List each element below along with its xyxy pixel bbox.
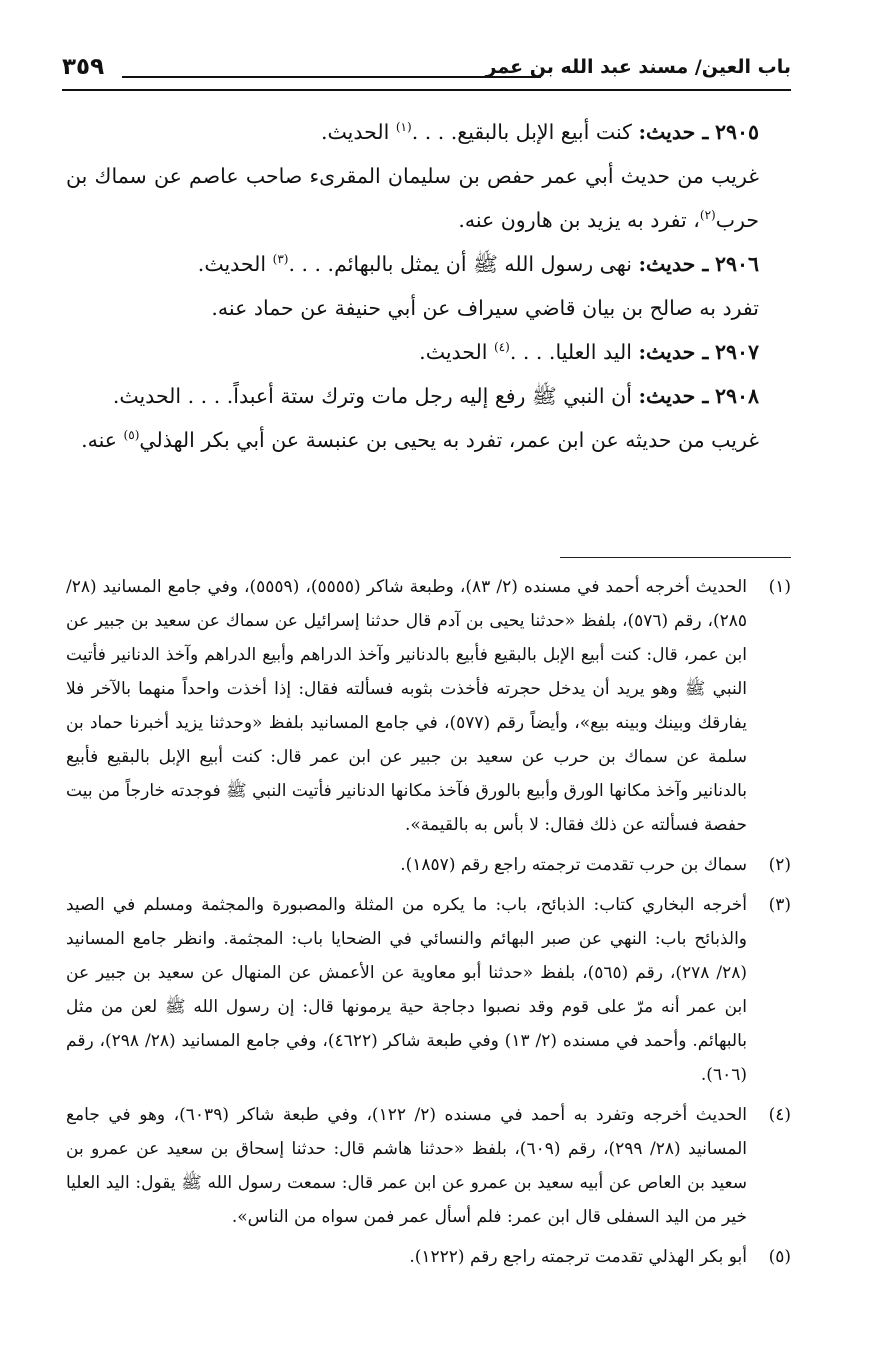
footnote-text: الحديث أخرجه أحمد في مسنده (٢/ ٨٣)، وطبعة شاكر (٥٥٥٥)، (٥٥٥٩)، وفي جامع المسانيد (٢٨/ ٢٨٥)، رقم (٥٧٦)، بلفظ «حدثنا يحيى بن آدم قال حدثنا إسرائيل عن سماك عن سعيد بن جبير عن ابن عمر، قال: كنت أبيع الإبل بالبقيع فأبيع بالدنانير وآخذ الدراهم وأبيع الدراهم وآخذ الدنانير فأتيت النبي ﷺ وهو يريد أن يدخل حجرته فأخذت بثوبه فسألته فقال: إذا أخذت واحداً منهما بالآخر فلا يفارقك وبينك وبينه بيع»، وأيضاً رقم (٥٧٧)، في جامع المسانيد بلفظ «وحدثنا يزيد أخبرنا حماد بن سلمة عن سماك بن حرب عن سعيد بن جبير عن ابن عمر قال: كنت أبيع الإبل بالبقيع فأبيع بالدنانير وآخذ مكانها الورق وأبيع بالورق فآخذ مكانها الدنانير فأتيت النبي ﷺ فوجدته خارجاً من بيت حفصة فسألته عن ذلك فقال: لا بأس به بالقيمة». — [66, 577, 748, 835]
running-header — [62, 54, 791, 86]
hadith-tail: الحديث. — [197, 252, 267, 276]
footnote-ref: (٥) — [123, 428, 140, 443]
hadith-number: ٢٩٠٧ — [714, 340, 759, 364]
hadith-number: ٢٩٠٥ — [714, 120, 759, 144]
hadith-2906 — [66, 242, 791, 286]
commentary-text: غريب من حديثه عن ابن عمر، تفرد به يحيى بن عنبسة عن أبي بكر الهذلي — [139, 428, 759, 452]
hadith-tail: الحديث. — [321, 120, 390, 144]
footnote-ref: (٤) — [494, 340, 510, 355]
footnote-2 — [66, 848, 791, 882]
footnote-ref: (١) — [395, 120, 412, 135]
commentary-text: ، تفرد به يزيد بن هارون عنه. — [458, 208, 700, 232]
footnote-number: (١) — [768, 577, 791, 597]
hadith-label: ـ حديث: — [638, 120, 709, 144]
hadith-label: ـ حديث: — [638, 252, 709, 276]
footnote-number: (٤) — [768, 1105, 791, 1125]
hadith-number: ٢٩٠٨ — [714, 384, 759, 408]
footnote-3 — [66, 888, 791, 1092]
main-text — [66, 110, 791, 462]
footnote-1 — [66, 570, 791, 842]
footnote-number: (٥) — [768, 1247, 791, 1267]
hadith-text: اليد العليا. . . . — [509, 340, 632, 364]
hadith-label: ـ حديث: — [638, 340, 709, 364]
header-title: باب العين/ مسند عبد الله بن عمر — [485, 56, 791, 78]
commentary-text: غريب من حديث أبي عمر حفص بن سليمان المقرىء صاحب عاصم عن سماك بن حرب — [66, 164, 760, 232]
hadith-text: كنت أبيع الإبل بالبقيع. . . . — [411, 120, 632, 144]
footnote-text: أخرجه البخاري كتاب: الذبائح، باب: ما يكره من المثلة والمصبورة والمجثمة ومسلم في الصيد والذبائح باب: النهي عن صبر البهائم والنسائي في الضحايا باب: المجثمة. وانظر جامع المسانيد (٢٨/ ٢٧٨)، رقم (٥٦٥)، بلفظ «حدثنا أبو معاوية عن الأعمش عن المنهال عن سعيد بن جبير عن ابن عمر أنه مرّ على قوم وقد نصبوا دجاجة حية يرمونها قال: إن رسول الله ﷺ لعن من مثل بالبهائم. وأحمد في مسنده (٢/ ١٣) وفي طبعة شاكر (٤٦٢٢)، وفي جامع المسانيد (٢٨/ ٢٩٨)، رقم (٦٠٦). — [66, 895, 748, 1085]
header-divider — [62, 89, 791, 91]
commentary-2905 — [66, 154, 791, 242]
hadith-tail: الحديث. — [419, 340, 488, 364]
footnote-ref: (٢) — [699, 208, 716, 223]
commentary-text: عنه. — [81, 428, 118, 452]
footnote-number: (٣) — [768, 895, 791, 915]
footnote-separator — [560, 557, 791, 558]
footnote-text: سماك بن حرب تقدمت ترجمته راجع رقم (١٨٥٧). — [400, 855, 747, 875]
hadith-2905 — [66, 110, 791, 154]
hadith-text: أن النبي ﷺ رفع إليه رجل مات وترك ستة أعبداً. . . . الحديث. — [112, 384, 632, 408]
page-number: ٣٥٩ — [62, 54, 105, 80]
footnote-4 — [66, 1098, 791, 1234]
footnotes — [66, 570, 791, 1280]
footnote-5 — [66, 1240, 791, 1274]
footnote-text: أبو بكر الهذلي تقدمت ترجمته راجع رقم (١٢٢٢). — [409, 1247, 747, 1267]
footnote-number: (٢) — [768, 855, 791, 875]
hadith-label: ـ حديث: — [638, 384, 709, 408]
footnote-text: الحديث أخرجه وتفرد به أحمد في مسنده (٢/ ١٢٢)، وفي طبعة شاكر (٦٠٣٩)، وهو في جامع المسانيد (٢٨/ ٢٩٩)، رقم (٦٠٩)، بلفظ «حدثنا هاشم قال: حدثنا إسحاق بن سعيد عن عمرو بن سعيد بن العاص عن أبيه سعيد بن عمرو عن ابن عمر قال: سمعت رسول الله ﷺ يقول: اليد العليا خير من اليد السفلى قال ابن عمر: فلم أسأل عمر فمن سواه من الناس». — [66, 1105, 747, 1227]
hadith-text: نهى رسول الله ﷺ أن يمثل بالبهائم. . . . — [288, 252, 632, 276]
commentary-2908 — [66, 418, 791, 462]
commentary-2906: تفرد به صالح بن بيان قاضي سيراف عن أبي حنيفة عن حماد عنه. — [211, 296, 759, 320]
footnote-ref: (٣) — [272, 252, 289, 267]
hadith-number: ٢٩٠٦ — [714, 252, 759, 276]
hadith-2908 — [66, 374, 791, 418]
header-rule — [122, 76, 541, 78]
hadith-2907 — [66, 330, 791, 374]
